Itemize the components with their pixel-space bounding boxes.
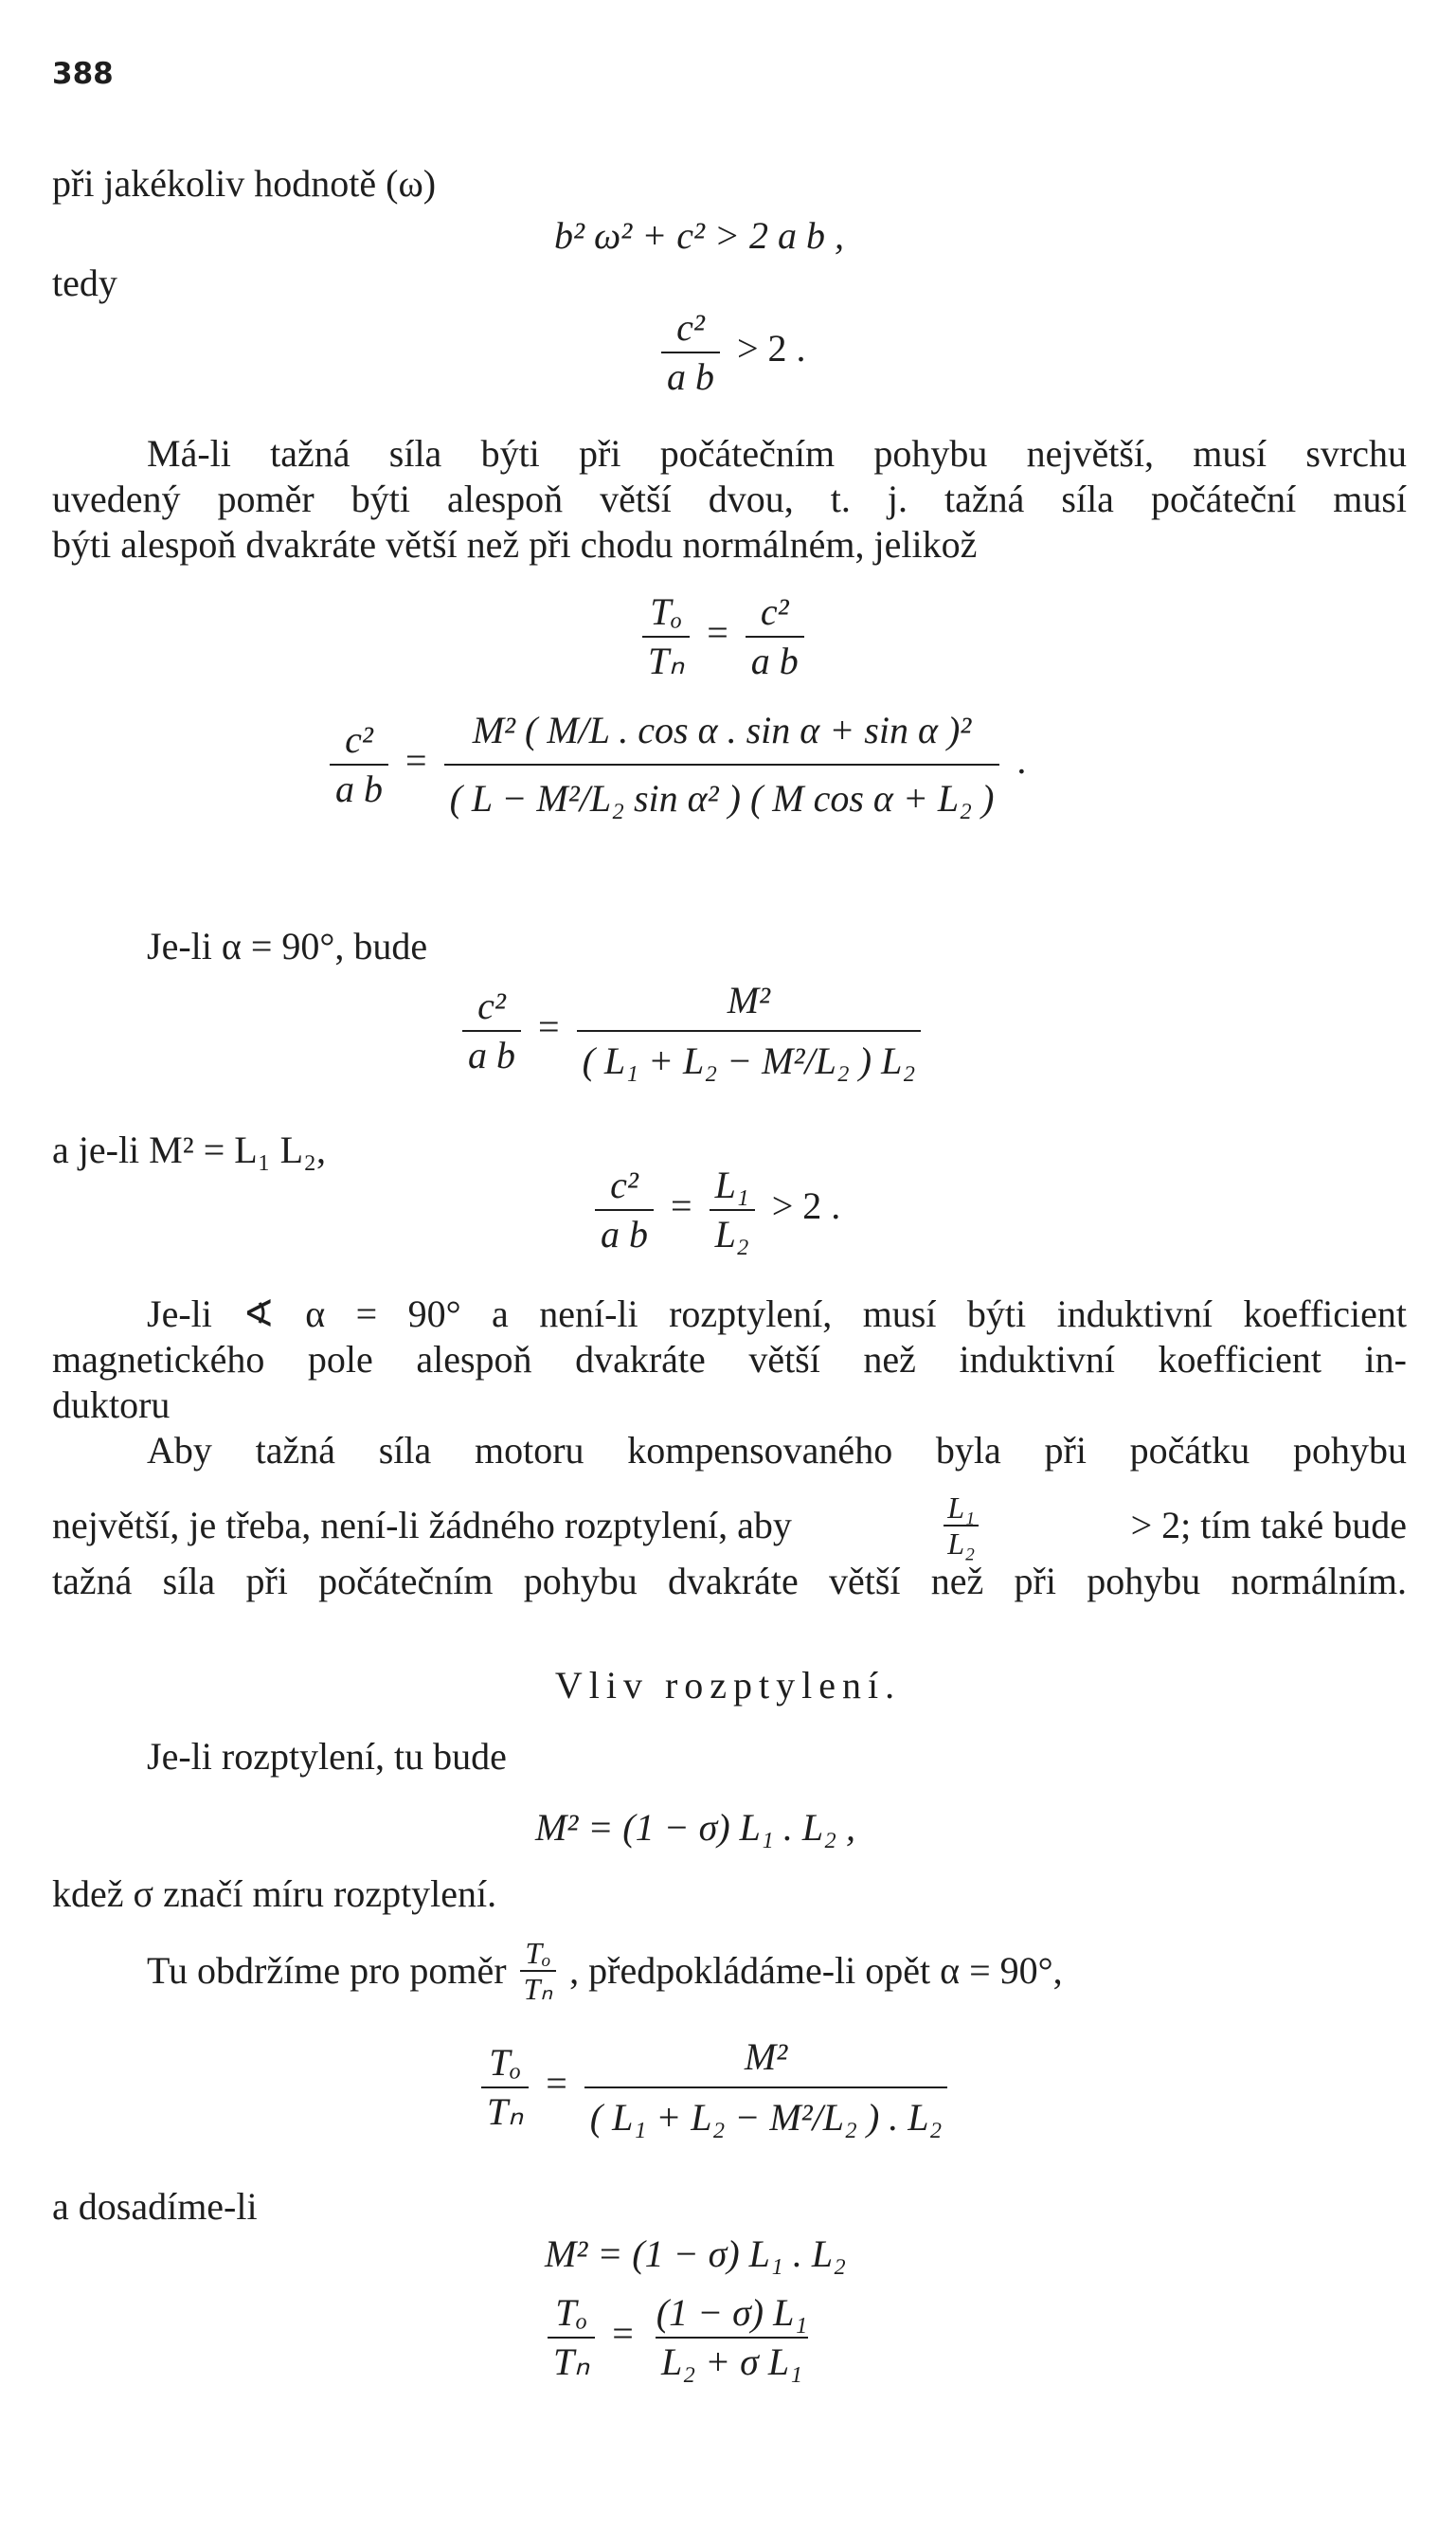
- page-number: 388: [52, 57, 114, 91]
- text-line: Je-li α = 90°, bude: [147, 925, 428, 967]
- paragraph-line: Má-li tažná síla býti při počátečním pohybu největší, musí svrchu: [147, 432, 1407, 475]
- equation-inductance-ratio: $\frac{\text{c²}}{\text{a b}}$ = $\frac{\text{L₁}}{\text{L₂}}$ > 2 .: [587, 1165, 840, 1255]
- paragraph-line: magnetického pole alespoň dvakráte větší než induktivní koefficient in-: [52, 1338, 1407, 1381]
- equation-ratio: $\frac{\text{c²}}{\text{a b}}$ > 2 .: [654, 308, 806, 397]
- paragraph-line: býti alespoň dvakráte větší než při chodu normálném, jelikož: [52, 523, 978, 566]
- section-heading: Vliv rozptylení.: [554, 1664, 902, 1707]
- equation-scattering: M² = (1 − σ) L₁ . L₂ ,: [535, 1806, 855, 1849]
- inline-fraction: $\frac{\text{Tₒ}}{\text{Tₙ}}$: [520, 1938, 557, 2004]
- equation-torque-ratio-2: $\frac{\text{Tₒ}}{\text{Tₙ}}$ = $\frac{\text{M²}}{\text{( L₁ + L₂ − M²/L₂ ) . L₂}}$: [474, 2037, 955, 2138]
- paragraph-line-with-fraction: největší, je třeba, není-li žádného rozptylení, aby $\frac{\text{L₁}}{\text{L₂}}$ > 2; tím také bude: [52, 1490, 1407, 1561]
- text-line: a je-li M² = L₁ L₂,: [52, 1129, 327, 1171]
- paragraph-line: tažná síla při počátečním pohybu dvakráte větší než při pohybu normálním.: [52, 1560, 1407, 1602]
- paragraph-line: Aby tažná síla motoru kompensovaného byla při počátku pohybu: [147, 1429, 1407, 1472]
- equation-general: $\frac{\text{c²}}{\text{a b}}$ = $\frac{\text{M² ( M/L . cos α . sin α + sin α )²}}{\text{( L − M²/L₂ sin α² ) ( M cos α + L₂ )}}$ .: [322, 711, 1026, 819]
- equation-scattering-2: M² = (1 − σ) L₁ . L₂: [545, 2232, 846, 2275]
- text-line: tedy: [52, 262, 117, 304]
- text-line: a dosadíme-li: [52, 2185, 258, 2228]
- equation-inequality: b² ω² + c² > 2 a b ,: [554, 214, 844, 257]
- fraction: $\frac{\text{c²}}{\text{a b}}$: [661, 308, 720, 397]
- paragraph-line: Je-li ∢ α = 90° a není-li rozptylení, musí býti induktivní koefficient: [147, 1292, 1407, 1335]
- text-line-with-fraction: Tu obdržíme pro poměr $\frac{\text{Tₒ}}{\text{Tₙ}}$ , předpokládáme-li opět α = 90°,: [147, 1936, 1063, 2006]
- text-line: při jakékoliv hodnotě (ω): [52, 162, 437, 205]
- inline-fraction: $\frac{\text{L₁}}{\text{L₂}}$: [944, 1492, 979, 1559]
- text-line: kdež σ značí míru rozptylení.: [52, 1872, 497, 1915]
- equation-alpha-90: $\frac{\text{c²}}{\text{a b}}$ = $\frac{\text{M²}}{\text{( L₁ + L₂ − M²/L₂ ) L₂}}$: [455, 981, 928, 1081]
- paragraph-line: duktoru: [52, 1383, 171, 1426]
- equation-final: $\frac{\text{Tₒ}}{\text{Tₙ}}$ = $\frac{\text{(1 − σ) L₁}}{\text{L₂ + σ L₁}}$: [540, 2293, 820, 2382]
- paragraph-line: uvedený poměr býti alespoň větší dvou, t. j. tažná síla počáteční musí: [52, 478, 1407, 520]
- equation-torque-ratio: $\frac{\text{Tₒ}}{\text{Tₙ}}$ = $\frac{\text{c²}}{\text{a b}}$: [635, 592, 812, 681]
- text-line: Je-li rozptylení, tu bude: [147, 1735, 507, 1778]
